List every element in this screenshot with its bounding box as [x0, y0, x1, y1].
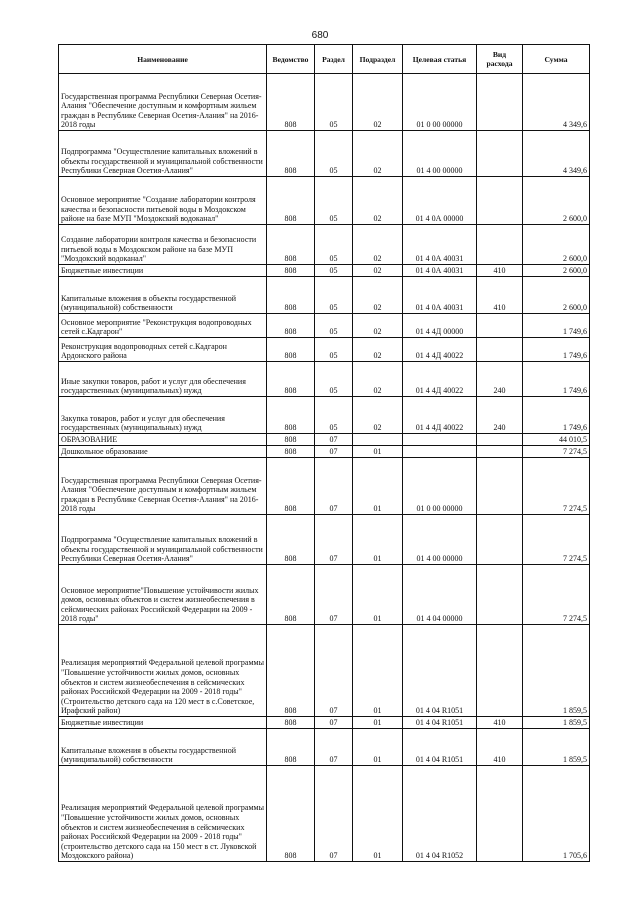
cell-amount: 7 274,5 [523, 565, 590, 625]
cell-department: 808 [267, 458, 315, 515]
cell-expense-type [477, 515, 523, 565]
table-row [59, 314, 590, 338]
cell-target-article: 01 4 0А 00000 [403, 177, 477, 225]
cell-amount: 2 600,0 [523, 277, 590, 314]
cell-section: 07 [315, 458, 353, 515]
table-row [59, 362, 590, 397]
cell-target-article: 01 4 0А 40031 [403, 265, 477, 277]
table-row [59, 265, 590, 277]
cell-amount: 7 274,5 [523, 515, 590, 565]
cell-target-article: 01 4 04 R1051 [403, 717, 477, 729]
cell-department: 808 [267, 625, 315, 717]
table-row [59, 177, 590, 225]
cell-target-article: 01 4 00 00000 [403, 131, 477, 177]
cell-subsection: 01 [353, 565, 403, 625]
cell-department: 808 [267, 338, 315, 362]
cell-expense-type [477, 565, 523, 625]
cell-target-article: 01 4 00 00000 [403, 515, 477, 565]
cell-amount: 1 859,5 [523, 729, 590, 766]
cell-section: 05 [315, 177, 353, 225]
cell-department: 808 [267, 446, 315, 458]
cell-amount: 1 859,5 [523, 717, 590, 729]
cell-name: Подпрограмма "Осуществление капитальных вложений в объекты государственной и муниципальной собственности Республики Северная Осетия-Алания" [59, 515, 267, 565]
cell-amount: 44 010,5 [523, 434, 590, 446]
cell-department: 808 [267, 314, 315, 338]
cell-subsection: 02 [353, 338, 403, 362]
cell-expense-type: 410 [477, 717, 523, 729]
cell-department: 808 [267, 397, 315, 434]
cell-target-article [403, 446, 477, 458]
cell-subsection: 02 [353, 362, 403, 397]
cell-name: Дошкольное образование [59, 446, 267, 458]
header-expense-type: Вид расхода [477, 45, 523, 74]
cell-target-article: 01 4 04 R1051 [403, 625, 477, 717]
cell-target-article: 01 4 4Д 00000 [403, 314, 477, 338]
table-header-row [59, 45, 590, 74]
cell-expense-type [477, 458, 523, 515]
page-number: 680 [311, 30, 329, 41]
cell-expense-type [477, 338, 523, 362]
cell-expense-type: 410 [477, 277, 523, 314]
cell-expense-type [477, 131, 523, 177]
cell-target-article [403, 434, 477, 446]
cell-amount: 1 749,6 [523, 362, 590, 397]
cell-target-article: 01 0 00 00000 [403, 74, 477, 131]
table-row [59, 515, 590, 565]
cell-name: Капитальные вложения в объекты государственной (муниципальной) собственности [59, 277, 267, 314]
cell-department: 808 [267, 717, 315, 729]
table-row [59, 225, 590, 265]
cell-subsection: 02 [353, 277, 403, 314]
cell-expense-type [477, 177, 523, 225]
cell-subsection: 02 [353, 225, 403, 265]
cell-amount: 1 749,6 [523, 338, 590, 362]
cell-section: 05 [315, 131, 353, 177]
cell-expense-type [477, 766, 523, 862]
cell-section: 07 [315, 565, 353, 625]
cell-department: 808 [267, 131, 315, 177]
cell-department: 808 [267, 515, 315, 565]
cell-amount: 1 705,6 [523, 766, 590, 862]
cell-amount: 4 349,6 [523, 131, 590, 177]
cell-name: Создание лаборатории контроля качества и безопасности питьевой воды в Моздокском районе на базе МУП "Моздокский водоканал" [59, 225, 267, 265]
table-row [59, 458, 590, 515]
cell-name: Капитальные вложения в объекты государственной (муниципальной) собственности [59, 729, 267, 766]
cell-subsection: 01 [353, 729, 403, 766]
cell-name: Основное мероприятие "Создание лаборатории контроля качества и безопасности питьевой воды в Моздокском районе на базе МУП "Моздокский водоканал" [59, 177, 267, 225]
cell-amount: 2 600,0 [523, 265, 590, 277]
cell-expense-type [477, 434, 523, 446]
cell-department: 808 [267, 766, 315, 862]
cell-target-article: 01 4 4Д 40022 [403, 338, 477, 362]
table-row [59, 625, 590, 717]
cell-subsection: 01 [353, 717, 403, 729]
cell-subsection: 01 [353, 766, 403, 862]
cell-department: 808 [267, 265, 315, 277]
cell-subsection: 02 [353, 74, 403, 131]
cell-target-article: 01 0 00 00000 [403, 458, 477, 515]
cell-amount: 7 274,5 [523, 446, 590, 458]
cell-name: Бюджетные инвестиции [59, 717, 267, 729]
cell-department: 808 [267, 225, 315, 265]
cell-section: 07 [315, 766, 353, 862]
cell-target-article: 01 4 0А 40031 [403, 225, 477, 265]
header-amount: Сумма [523, 45, 590, 74]
cell-target-article: 01 4 4Д 40022 [403, 362, 477, 397]
cell-subsection: 01 [353, 446, 403, 458]
cell-name: Основное мероприятие "Реконструкция водопроводных сетей с.Кадгарон" [59, 314, 267, 338]
cell-subsection: 02 [353, 397, 403, 434]
table-row [59, 338, 590, 362]
cell-name: Бюджетные инвестиции [59, 265, 267, 277]
cell-section: 07 [315, 434, 353, 446]
cell-name: Реализация мероприятий Федеральной целевой программы "Повышение устойчивости жилых домов, основных объектов и систем жизнеобеспечения в сейсмических районах Российской Федерации на 2009 - 2018 годы" (строительство детского сада на 150 мест в ст. Луковской Моздокского района) [59, 766, 267, 862]
table-row [59, 565, 590, 625]
header-subsection: Подраздел [353, 45, 403, 74]
cell-subsection: 01 [353, 625, 403, 717]
cell-amount: 2 600,0 [523, 177, 590, 225]
cell-section: 07 [315, 717, 353, 729]
table-row [59, 397, 590, 434]
cell-department: 808 [267, 177, 315, 225]
cell-subsection: 01 [353, 515, 403, 565]
cell-name: Реализация мероприятий Федеральной целевой программы "Повышение устойчивости жилых домов, основных объектов и систем жизнеобеспечения в сейсмических районах Российской Федерации на 2009 - 2018 годы" (Строительство детского сада на 120 мест в с.Советское, Ирафский район) [59, 625, 267, 717]
cell-section: 05 [315, 338, 353, 362]
cell-target-article: 01 4 04 00000 [403, 565, 477, 625]
table-row [59, 729, 590, 766]
cell-section: 05 [315, 225, 353, 265]
cell-department: 808 [267, 565, 315, 625]
table-row [59, 717, 590, 729]
cell-department: 808 [267, 74, 315, 131]
cell-name: ОБРАЗОВАНИЕ [59, 434, 267, 446]
cell-section: 05 [315, 265, 353, 277]
cell-amount: 4 349,6 [523, 74, 590, 131]
cell-name: Иные закупки товаров, работ и услуг для обеспечения государственных (муниципальных) нужд [59, 362, 267, 397]
cell-name: Закупка товаров, работ и услуг для обеспечения государственных (муниципальных) нужд [59, 397, 267, 434]
cell-amount: 2 600,0 [523, 225, 590, 265]
cell-section: 05 [315, 362, 353, 397]
cell-expense-type: 410 [477, 265, 523, 277]
cell-name: Государственная программа Республики Северная Осетия-Алания "Обеспечение доступным и комфортным жильем граждан в Республике Северная Осетия-Алания" на 2016-2018 годы [59, 74, 267, 131]
cell-subsection: 02 [353, 314, 403, 338]
header-department: Ведомство [267, 45, 315, 74]
table-row [59, 434, 590, 446]
cell-subsection [353, 434, 403, 446]
table-row [59, 766, 590, 862]
cell-expense-type: 240 [477, 397, 523, 434]
cell-subsection: 02 [353, 131, 403, 177]
header-section: Раздел [315, 45, 353, 74]
cell-department: 808 [267, 277, 315, 314]
cell-name: Реконструкция водопроводных сетей с.Кадгарон Ардонского района [59, 338, 267, 362]
cell-section: 07 [315, 515, 353, 565]
cell-expense-type [477, 625, 523, 717]
cell-amount: 1 859,5 [523, 625, 590, 717]
cell-department: 808 [267, 729, 315, 766]
cell-target-article: 01 4 04 R1052 [403, 766, 477, 862]
cell-section: 07 [315, 446, 353, 458]
cell-target-article: 01 4 0А 40031 [403, 277, 477, 314]
cell-name: Подпрограмма "Осуществление капитальных вложений в объекты государственной и муниципальной собственности Республики Северная Осетия-Алания" [59, 131, 267, 177]
cell-section: 05 [315, 314, 353, 338]
cell-expense-type [477, 446, 523, 458]
cell-name: Основное мероприятие"Повышение устойчивости жилых домов, основных объектов и систем жизнеобеспечения в сейсмических районах Российской Федерации на 2009 - 2018 годы" [59, 565, 267, 625]
table-row [59, 277, 590, 314]
cell-expense-type: 410 [477, 729, 523, 766]
cell-amount: 1 749,6 [523, 314, 590, 338]
cell-amount: 1 749,6 [523, 397, 590, 434]
cell-subsection: 02 [353, 177, 403, 225]
cell-amount: 7 274,5 [523, 458, 590, 515]
table-row [59, 131, 590, 177]
cell-expense-type [477, 225, 523, 265]
cell-target-article: 01 4 4Д 40022 [403, 397, 477, 434]
cell-name: Государственная программа Республики Северная Осетия-Алания "Обеспечение доступным и комфортным жильем граждан в Республике Северная Осетия-Алания" на 2016-2018 годы [59, 458, 267, 515]
header-target-article: Целевая статья [403, 45, 477, 74]
table-row [59, 74, 590, 131]
cell-expense-type [477, 314, 523, 338]
header-name: Наименование [59, 45, 267, 74]
cell-department: 808 [267, 362, 315, 397]
cell-section: 05 [315, 74, 353, 131]
table-row [59, 446, 590, 458]
budget-table [58, 44, 590, 862]
cell-department: 808 [267, 434, 315, 446]
cell-subsection: 02 [353, 265, 403, 277]
cell-expense-type: 240 [477, 362, 523, 397]
cell-section: 07 [315, 729, 353, 766]
cell-section: 07 [315, 625, 353, 717]
cell-target-article: 01 4 04 R1051 [403, 729, 477, 766]
cell-section: 05 [315, 277, 353, 314]
cell-section: 05 [315, 397, 353, 434]
cell-subsection: 01 [353, 458, 403, 515]
cell-expense-type [477, 74, 523, 131]
